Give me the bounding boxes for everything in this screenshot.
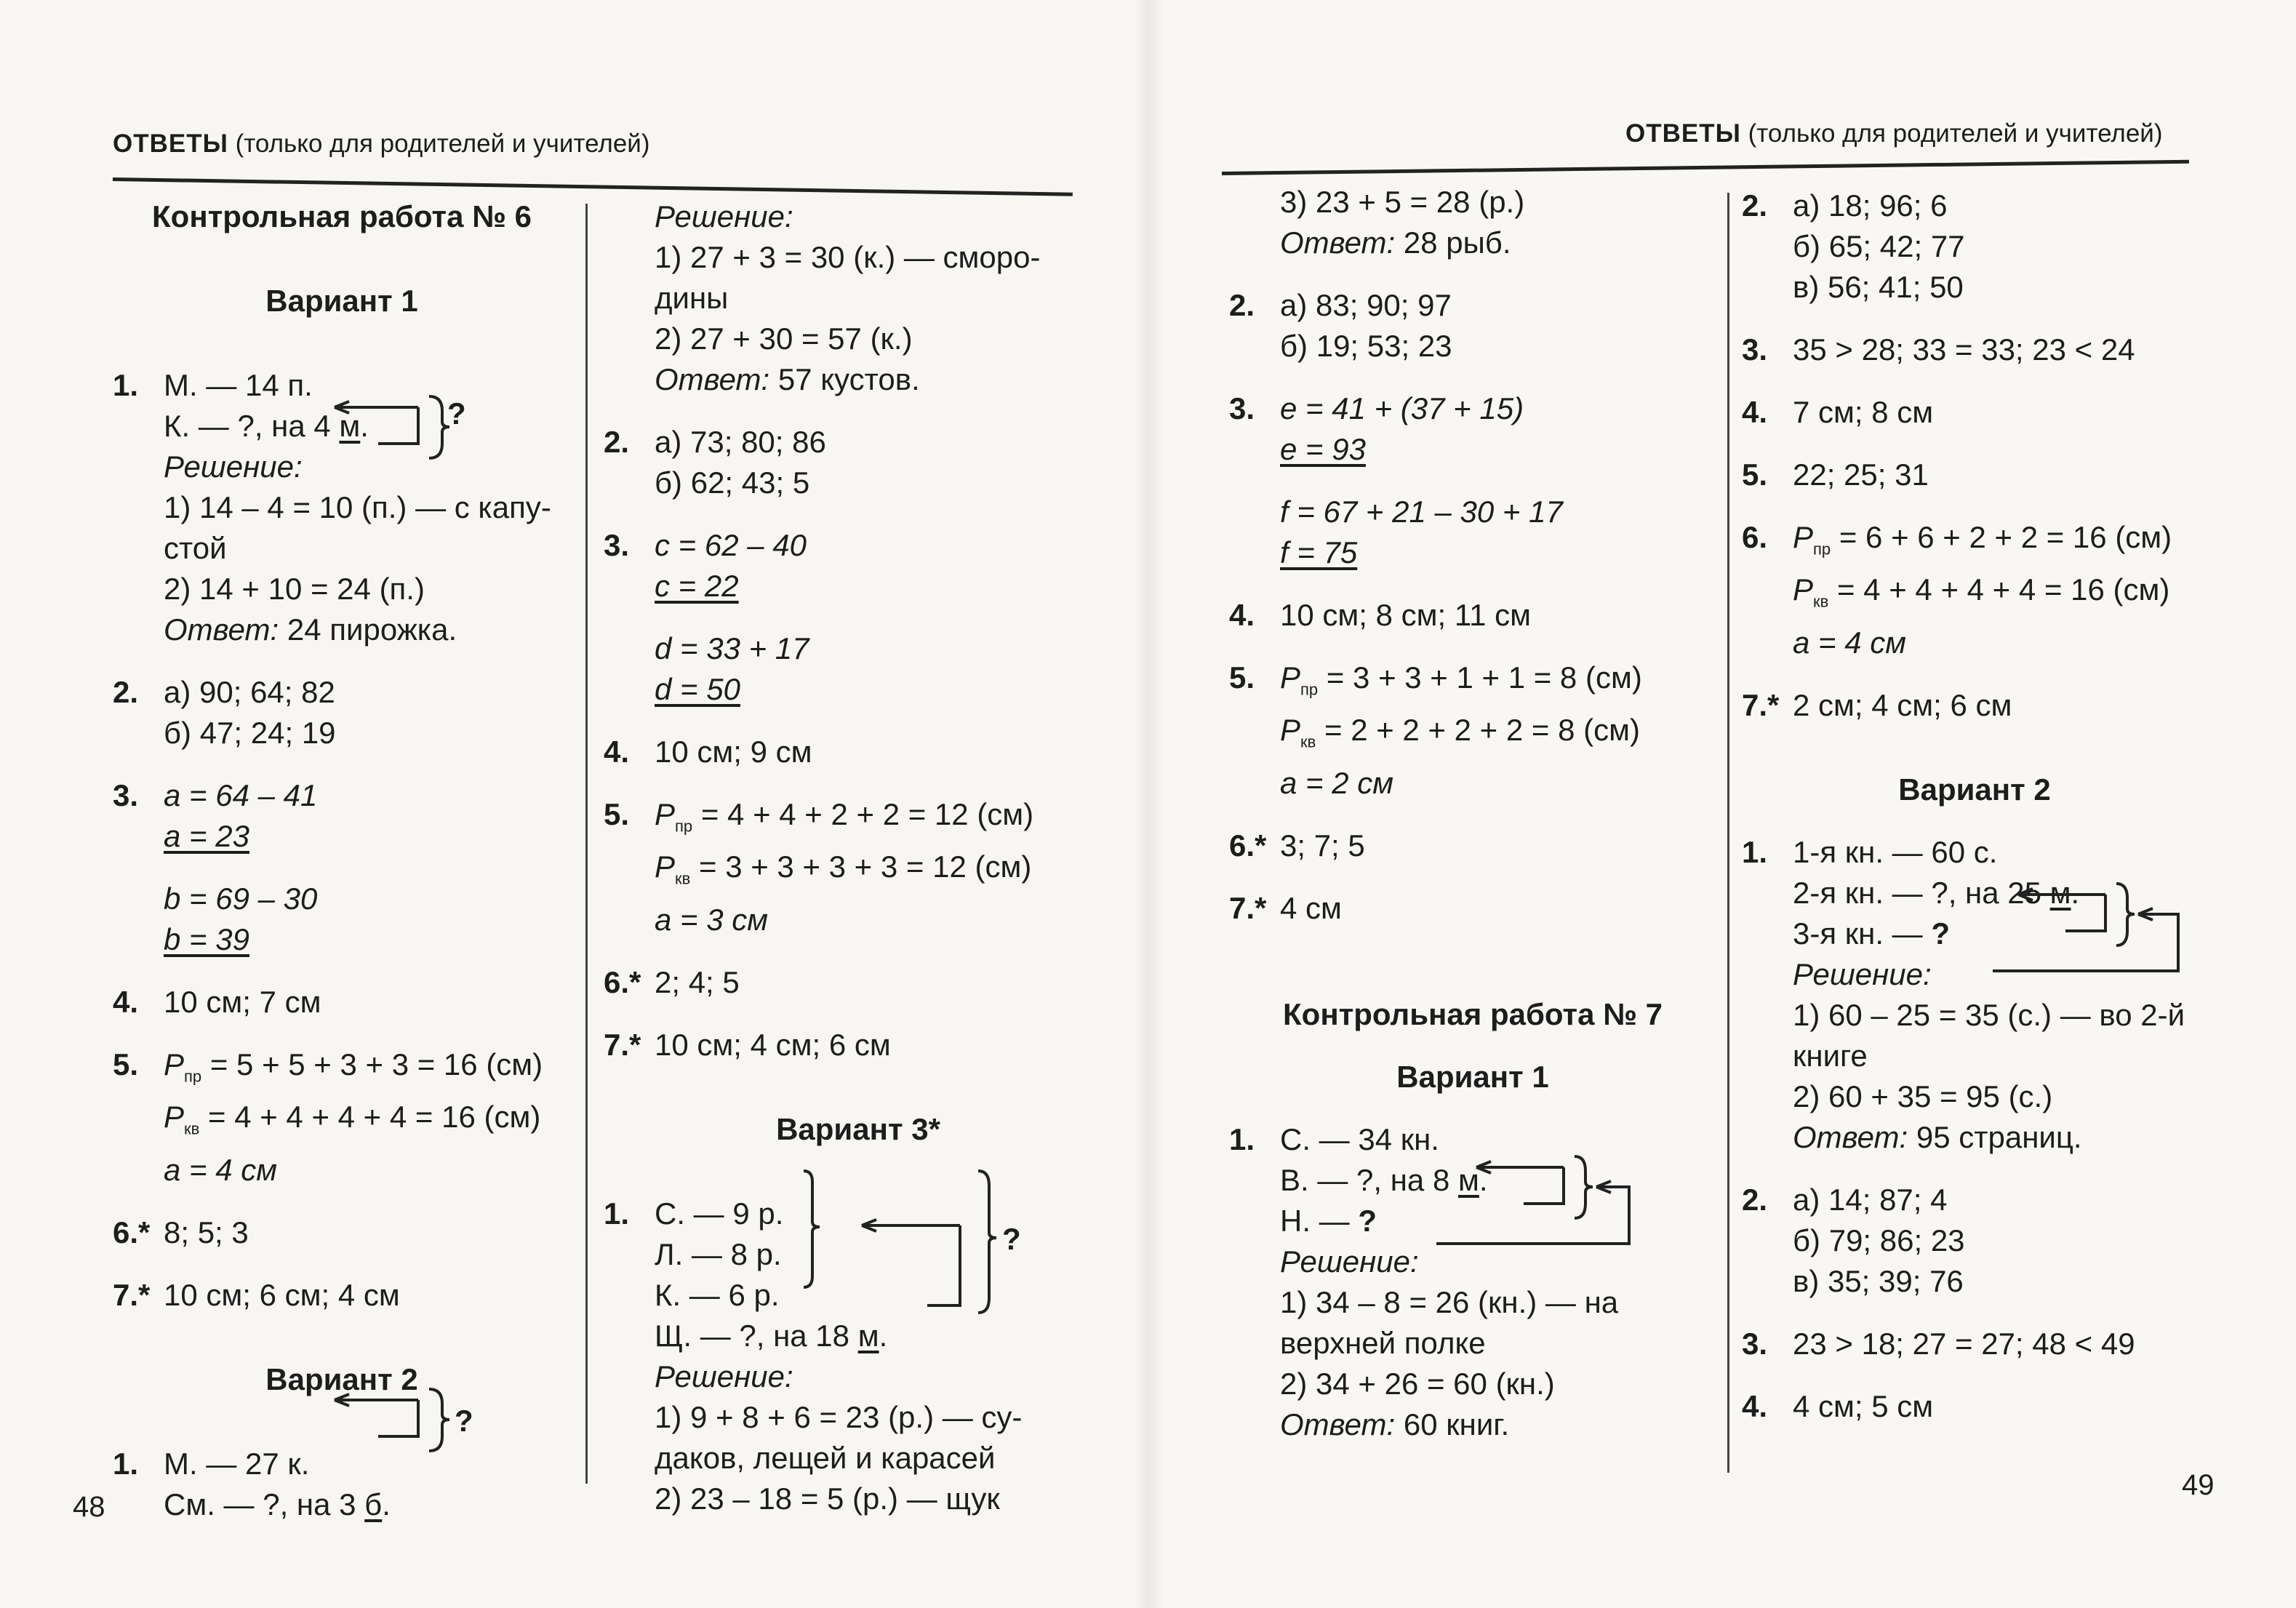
equation: a = 64 – 41 — [164, 778, 318, 812]
perimeter-subscript: кв — [1813, 592, 1829, 611]
solution-step: верхней полке — [1280, 1325, 1486, 1360]
task-line: 4 см — [1280, 890, 1342, 925]
answer-label: Ответ: — [164, 612, 279, 647]
task-line: 10 см; 8 см; 11 см — [1280, 598, 1531, 632]
perimeter-symbol: P — [1793, 572, 1814, 607]
task-line: К. — ?, на 4 — [164, 409, 340, 443]
task-line: М. — 27 к. — [164, 1446, 310, 1481]
answer-value: 60 книг. — [1395, 1407, 1510, 1441]
task-line: Н. — — [1280, 1203, 1359, 1238]
equation-result: d = 50 — [655, 672, 740, 706]
task-line: = 3 + 3 + 1 + 1 = 8 (см) — [1318, 660, 1642, 695]
solution-label: Решение: — [655, 1359, 793, 1393]
column-4 — [1742, 185, 2207, 1427]
task-number: 3. — [1742, 1326, 1768, 1361]
solution-step: 2) 60 + 35 = 95 (с.) — [1793, 1079, 2053, 1113]
answer-value: 28 рыб. — [1395, 225, 1511, 260]
header-left — [113, 129, 650, 159]
task-number: 1. — [604, 1196, 630, 1231]
task-line: a = 4 см — [164, 1152, 278, 1187]
task-line: 3; 7; 5 — [1280, 828, 1365, 863]
task-line: 2; 4; 5 — [655, 964, 740, 999]
task-line: = 4 + 4 + 4 + 4 = 16 (см) — [199, 1100, 541, 1135]
answer-label: Ответ: — [1793, 1119, 1908, 1154]
perimeter-symbol: P — [655, 849, 676, 884]
task-line: a = 2 см — [1280, 765, 1394, 800]
variant-heading: Вариант 2 — [265, 1361, 418, 1396]
question-mark: ? — [447, 396, 466, 431]
task-number: 4. — [1229, 598, 1255, 632]
task-line: = 3 + 3 + 3 + 3 = 12 (см) — [690, 849, 1032, 884]
task-line: б — [364, 1487, 383, 1521]
task-number: 7.* — [604, 1027, 641, 1062]
task-line: 10 см; 4 см; 6 см — [655, 1027, 891, 1062]
task-number: 3. — [113, 778, 139, 812]
solution-step: даков, лещей и карасей — [655, 1440, 996, 1475]
question-mark: ? — [455, 1404, 473, 1438]
task-number: 2. — [113, 675, 139, 709]
task-line: . — [382, 1487, 391, 1521]
task-number: 1. — [113, 368, 139, 402]
section-title: Контрольная работа № 7 — [1283, 996, 1663, 1031]
task-number: 5. — [604, 797, 630, 831]
header-right — [1625, 119, 2163, 148]
task-line: а) 14; 87; 4 — [1793, 1182, 1948, 1217]
task-line: б) 19; 53; 23 — [1280, 329, 1452, 363]
task-line: С. — 34 кн. — [1280, 1121, 1439, 1156]
solution-step: 2) 14 + 10 = 24 (п.) — [164, 572, 425, 606]
section-title: Контрольная работа № 6 — [152, 199, 532, 233]
task-line: 2 см; 4 см; 6 см — [1793, 687, 2012, 722]
solution-step: 2) 34 + 26 = 60 (кн.) — [1280, 1366, 1555, 1401]
solution-label: Решение: — [1280, 1244, 1419, 1279]
task-line: 3-я кн. — — [1793, 916, 1932, 951]
task-line: а) 90; 64; 82 — [164, 675, 335, 709]
variant-heading: Вариант 3* — [776, 1111, 940, 1146]
task-line: 4 см; 5 см — [1793, 1388, 1934, 1423]
task-number: 7.* — [113, 1277, 151, 1312]
task-line: = 4 + 4 + 4 + 4 = 16 (см) — [1828, 572, 2170, 607]
task-number: 1. — [1742, 834, 1768, 869]
task-line: а) 18; 96; 6 — [1793, 188, 1948, 223]
task-line: = 4 + 4 + 2 + 2 = 12 (см) — [692, 797, 1034, 831]
column-divider-left — [585, 204, 588, 1484]
bracket-diagram — [2004, 880, 2215, 989]
equation: d = 33 + 17 — [655, 631, 809, 665]
header-title: ОТВЕТЫ — [113, 129, 228, 158]
task-line: М. — 14 п. — [164, 368, 313, 402]
task-number: 7.* — [1229, 890, 1267, 925]
answer-label: Ответ: — [1280, 225, 1396, 260]
equation-result: f = 75 — [1280, 535, 1358, 569]
task-line: . — [360, 409, 369, 443]
task-number: 2. — [1742, 188, 1768, 223]
task-line: Щ. — ?, на 18 — [655, 1318, 858, 1353]
task-number: 4. — [604, 735, 630, 769]
task-line: 10 см; 6 см; 4 см — [164, 1277, 400, 1312]
task-number: 5. — [113, 1047, 139, 1081]
task-line: 10 см; 9 см — [655, 735, 812, 769]
page-number-left: 48 — [73, 1491, 105, 1523]
task-line: 35 > 28; 33 = 33; 23 < 24 — [1793, 332, 2135, 367]
task-number: 5. — [1229, 660, 1255, 695]
task-number: 6.* — [1229, 828, 1267, 863]
task-number: 6.* — [604, 964, 641, 999]
header-subtitle: (только для родителей и учителей) — [1748, 119, 2163, 148]
equation: c = 62 – 40 — [655, 528, 807, 562]
task-line: . — [879, 1318, 888, 1353]
perimeter-subscript: кв — [1300, 732, 1316, 751]
task-line: 8; 5; 3 — [164, 1215, 249, 1249]
solution-label: Решение: — [655, 199, 793, 233]
perimeter-symbol: P — [655, 797, 676, 831]
equation-result: a = 23 — [164, 819, 249, 853]
perimeter-symbol: P — [164, 1100, 185, 1135]
variant-heading: Вариант 2 — [1898, 772, 2051, 807]
perimeter-subscript: кв — [675, 869, 691, 888]
task-number: 6.* — [113, 1215, 151, 1249]
solution-step: стой — [164, 531, 227, 565]
task-line: м — [857, 1318, 879, 1353]
task-line: б) 65; 42; 77 — [1793, 229, 1965, 263]
task-line: 7 см; 8 см — [1793, 395, 1934, 429]
solution-label: Решение: — [164, 449, 303, 484]
perimeter-symbol: P — [164, 1047, 185, 1081]
task-number: 1. — [1229, 1121, 1255, 1156]
bracket-diagram — [1462, 1153, 1651, 1262]
task-line: В. — ?, на 8 — [1280, 1162, 1458, 1197]
solution-step: 1) 60 – 25 = 35 (с.) — во 2-й — [1793, 997, 2185, 1032]
task-line: м — [1457, 1162, 1479, 1197]
task-number: 4. — [1742, 395, 1768, 429]
task-line: К. — 6 р. — [655, 1277, 780, 1312]
solution-step: 1) 34 – 8 = 26 (кн.) — на — [1280, 1284, 1619, 1319]
solution-step: 3) 23 + 5 = 28 (р.) — [1280, 185, 1525, 219]
header-subtitle: (только для родителей и учителей) — [235, 129, 650, 158]
page-number-right: 49 — [2182, 1469, 2215, 1501]
answer-label: Ответ: — [655, 362, 770, 396]
perimeter-symbol: P — [1280, 660, 1301, 695]
task-line: в) 56; 41; 50 — [1793, 270, 1964, 304]
answer-value: 95 страниц. — [1908, 1119, 2082, 1154]
perimeter-symbol: P — [1280, 713, 1301, 748]
task-line: а) 83; 90; 97 — [1280, 288, 1452, 322]
task-line: 1-я кн. — 60 с. — [1793, 834, 1998, 869]
answer-label: Ответ: — [1280, 1407, 1396, 1441]
equation-result: c = 22 — [655, 569, 739, 603]
equation: f = 67 + 21 – 30 + 17 — [1280, 495, 1563, 529]
task-line: б) 79; 86; 23 — [1793, 1223, 1965, 1257]
task-number: 2. — [1742, 1182, 1768, 1217]
solution-step: 2) 23 – 18 = 5 (р.) — щук — [655, 1481, 1000, 1516]
task-number: 7.* — [1742, 687, 1780, 722]
solution-step: 2) 27 + 30 = 57 (к.) — [655, 321, 913, 356]
task-line: . — [2071, 875, 2080, 910]
task-number: 5. — [1742, 457, 1768, 492]
task-line: . — [1479, 1162, 1488, 1197]
equation: b = 69 – 30 — [164, 881, 318, 916]
question-mark: ? — [1002, 1222, 1021, 1256]
task-number: 3. — [1742, 332, 1768, 367]
task-number: 3. — [1229, 391, 1255, 425]
task-line: Л. — 8 р. — [655, 1236, 782, 1271]
task-number: 2. — [1229, 288, 1255, 322]
task-line: a = 4 см — [1793, 625, 1907, 660]
task-number: 2. — [604, 425, 630, 459]
task-line: 2-я кн. — ?, на 25 — [1793, 875, 2050, 910]
task-number: 1. — [113, 1446, 139, 1481]
perimeter-subscript: пр — [675, 817, 693, 836]
solution-step: книге — [1793, 1038, 1868, 1073]
solution-label: Решение: — [1793, 956, 1932, 991]
task-line: = 6 + 6 + 2 + 2 = 16 (см) — [1831, 520, 2172, 554]
solution-step: 1) 9 + 8 + 6 = 23 (р.) — су- — [655, 1399, 1023, 1434]
task-line: в) 35; 39; 76 — [1793, 1263, 1964, 1298]
equation: e = 41 + (37 + 15) — [1280, 391, 1524, 425]
question-mark: ? — [1931, 916, 1950, 951]
column-divider-right — [1727, 193, 1729, 1473]
task-line: м — [2049, 875, 2071, 910]
header-title: ОТВЕТЫ — [1625, 119, 1741, 148]
task-line: 23 > 18; 27 = 27; 48 < 49 — [1793, 1326, 2135, 1361]
task-line: = 5 + 5 + 3 + 3 = 16 (см) — [201, 1047, 543, 1081]
equation-result: b = 39 — [164, 922, 249, 956]
answer-value: 57 кустов. — [769, 362, 920, 396]
task-number: 3. — [604, 528, 630, 562]
task-line: а) 73; 80; 86 — [655, 425, 826, 459]
solution-step: дины — [655, 281, 729, 315]
task-number: 4. — [113, 985, 139, 1019]
perimeter-subscript: пр — [184, 1067, 202, 1086]
task-line: б) 47; 24; 19 — [164, 716, 336, 750]
bracket-diagram — [796, 1167, 1015, 1327]
question-mark: ? — [1358, 1203, 1377, 1238]
task-line: 10 см; 7 см — [164, 985, 321, 1019]
equation-result: e = 93 — [1280, 432, 1366, 466]
variant-heading: Вариант 1 — [265, 284, 418, 318]
perimeter-subscript: пр — [1813, 540, 1831, 559]
task-line: 22; 25; 31 — [1793, 457, 1929, 492]
perimeter-subscript: кв — [184, 1119, 200, 1138]
solution-step: 1) 14 – 4 = 10 (п.) — с капу- — [164, 490, 551, 524]
task-number: 4. — [1742, 1388, 1768, 1423]
solution-step: 1) 27 + 3 = 30 (к.) — сморо- — [655, 240, 1041, 274]
variant-heading: Вариант 1 — [1396, 1059, 1549, 1094]
task-line: = 2 + 2 + 2 + 2 = 8 (см) — [1316, 713, 1640, 748]
task-line: С. — 9 р. — [655, 1196, 784, 1231]
task-number: 6. — [1742, 520, 1768, 554]
perimeter-subscript: пр — [1300, 680, 1319, 699]
answer-value: 24 пирожка. — [279, 612, 457, 647]
book-spine — [1135, 0, 1164, 1608]
task-line: б) 62; 43; 5 — [655, 465, 810, 500]
task-line: a = 3 см — [655, 902, 769, 937]
task-line: См. — ?, на 3 — [164, 1487, 365, 1521]
task-line: м — [339, 409, 361, 443]
perimeter-symbol: P — [1793, 520, 1814, 554]
